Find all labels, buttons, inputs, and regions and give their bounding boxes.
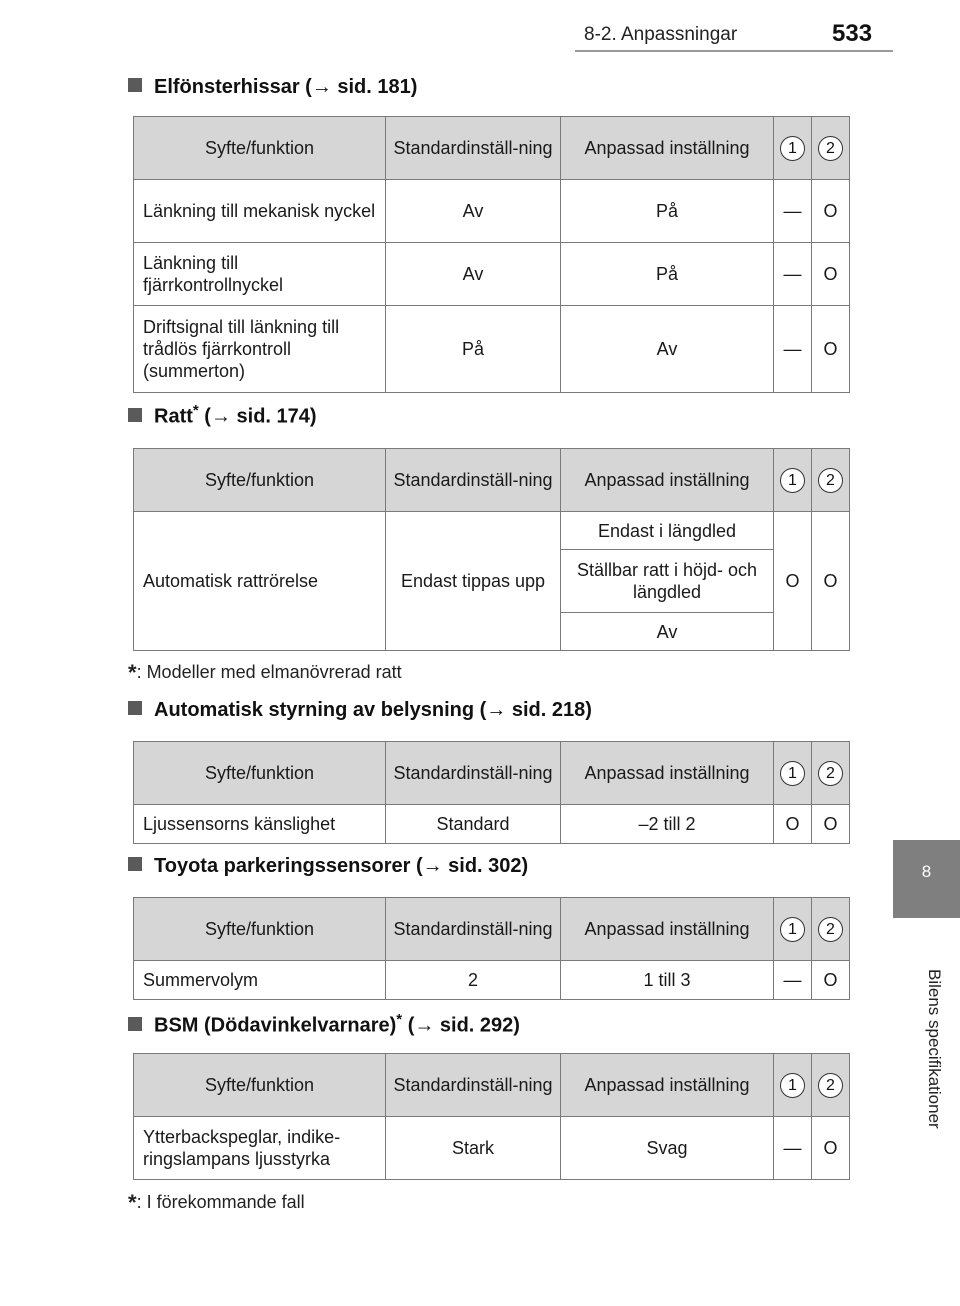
cell-c2: O bbox=[812, 180, 850, 243]
table-header-row bbox=[134, 117, 850, 180]
cell-custom: 1 till 3 bbox=[561, 961, 774, 1000]
col-num-1 bbox=[774, 1054, 812, 1117]
cell-custom: Av bbox=[561, 306, 774, 393]
col-default: Standardinställ-ning bbox=[386, 449, 561, 512]
col-default: Standardinställ-ning bbox=[386, 117, 561, 180]
cell-custom: På bbox=[561, 180, 774, 243]
cell-purpose: Ytterbackspeglar, indike-ringslampans ljusstyrka bbox=[134, 1117, 386, 1180]
col-num-1 bbox=[774, 742, 812, 805]
col-num-1 bbox=[774, 449, 812, 512]
power-windows-table bbox=[133, 116, 850, 393]
col-purpose: Syfte/funktion bbox=[134, 898, 386, 961]
circled-2-icon: 2 bbox=[818, 136, 843, 161]
cell-default: Endast tippas upp bbox=[386, 512, 561, 651]
section-title-parking-sensors: Toyota parkeringssensorer (→ sid. 302) bbox=[128, 855, 528, 878]
table-header-row bbox=[134, 742, 850, 805]
circled-1-icon: 1 bbox=[780, 136, 805, 161]
cell-default: Av bbox=[386, 180, 561, 243]
circled-2-icon: 2 bbox=[818, 468, 843, 493]
steering-wheel-table bbox=[133, 448, 850, 651]
cell-purpose: Automatisk rattrörelse bbox=[134, 512, 386, 651]
col-custom: Anpassad inställning bbox=[561, 117, 774, 180]
footnote-bsm: *: I förekommande fall bbox=[128, 1190, 305, 1215]
auto-lighting-table bbox=[133, 741, 850, 844]
col-num-1 bbox=[774, 117, 812, 180]
circled-2-icon: 2 bbox=[818, 917, 843, 942]
cell-default: Standard bbox=[386, 805, 561, 844]
col-custom: Anpassad inställning bbox=[561, 898, 774, 961]
col-num-2 bbox=[812, 117, 850, 180]
col-custom: Anpassad inställning bbox=[561, 742, 774, 805]
cell-c1: — bbox=[774, 180, 812, 243]
cell-custom-option: Ställbar ratt i höjd- och längdled bbox=[561, 550, 774, 613]
col-purpose: Syfte/funktion bbox=[134, 117, 386, 180]
table-header-row bbox=[134, 898, 850, 961]
parking-sensors-table bbox=[133, 897, 850, 1000]
bsm-table bbox=[133, 1053, 850, 1180]
col-num-1 bbox=[774, 898, 812, 961]
circled-2-icon: 2 bbox=[818, 761, 843, 786]
cell-c1: — bbox=[774, 961, 812, 1000]
bullet-square-icon bbox=[128, 857, 142, 871]
cell-c2: O bbox=[812, 306, 850, 393]
cell-c2: O bbox=[812, 512, 850, 651]
cell-c1: — bbox=[774, 243, 812, 306]
col-default: Standardinställ-ning bbox=[386, 1054, 561, 1117]
cell-default: Stark bbox=[386, 1117, 561, 1180]
circled-1-icon: 1 bbox=[780, 1073, 805, 1098]
section-header: 8-2. Anpassningar bbox=[584, 24, 738, 45]
cell-purpose: Länkning till mekanisk nyckel bbox=[134, 180, 386, 243]
cell-c2: O bbox=[812, 1117, 850, 1180]
col-default: Standardinställ-ning bbox=[386, 898, 561, 961]
cell-purpose: Ljussensorns känslighet bbox=[134, 805, 386, 844]
table-row bbox=[134, 243, 850, 306]
circled-1-icon: 1 bbox=[780, 917, 805, 942]
cell-c1: — bbox=[774, 306, 812, 393]
cell-custom: Svag bbox=[561, 1117, 774, 1180]
cell-purpose: Länkning till fjärrkontrollnyckel bbox=[134, 243, 386, 306]
table-row bbox=[134, 512, 850, 550]
col-default: Standardinställ-ning bbox=[386, 742, 561, 805]
col-custom: Anpassad inställning bbox=[561, 1054, 774, 1117]
section-title-power-windows: Elfönsterhissar (→ sid. 181) bbox=[128, 76, 417, 99]
cell-purpose: Summervolym bbox=[134, 961, 386, 1000]
page-number: 533 bbox=[832, 20, 873, 47]
cell-c2: O bbox=[812, 961, 850, 1000]
circled-1-icon: 1 bbox=[780, 468, 805, 493]
col-purpose: Syfte/funktion bbox=[134, 1054, 386, 1117]
col-purpose: Syfte/funktion bbox=[134, 742, 386, 805]
table-row bbox=[134, 961, 850, 1000]
table-header-row bbox=[134, 449, 850, 512]
cell-c1: — bbox=[774, 1117, 812, 1180]
cell-default: 2 bbox=[386, 961, 561, 1000]
cell-c1: O bbox=[774, 805, 812, 844]
col-custom: Anpassad inställning bbox=[561, 449, 774, 512]
cell-custom: På bbox=[561, 243, 774, 306]
cell-c1: O bbox=[774, 512, 812, 651]
circled-2-icon: 2 bbox=[818, 1073, 843, 1098]
col-num-2 bbox=[812, 449, 850, 512]
cell-c2: O bbox=[812, 805, 850, 844]
header-divider bbox=[575, 50, 893, 52]
cell-default: På bbox=[386, 306, 561, 393]
bullet-square-icon bbox=[128, 78, 142, 92]
bullet-square-icon bbox=[128, 1017, 142, 1031]
chapter-tab: 8 bbox=[893, 840, 960, 918]
footnote-steering: *: Modeller med elmanövrerad ratt bbox=[128, 660, 402, 685]
cell-purpose: Driftsignal till länkning till trådlös fjärrkontroll (summerton) bbox=[134, 306, 386, 393]
cell-default: Av bbox=[386, 243, 561, 306]
col-num-2 bbox=[812, 742, 850, 805]
cell-custom-option: Endast i längdled bbox=[561, 512, 774, 550]
bullet-square-icon bbox=[128, 408, 142, 422]
bullet-square-icon bbox=[128, 701, 142, 715]
section-title-steering-wheel: Ratt* (→ sid. 174) bbox=[128, 402, 317, 429]
col-purpose: Syfte/funktion bbox=[134, 449, 386, 512]
col-num-2 bbox=[812, 898, 850, 961]
table-row bbox=[134, 180, 850, 243]
cell-c2: O bbox=[812, 243, 850, 306]
circled-1-icon: 1 bbox=[780, 761, 805, 786]
section-title-auto-lighting: Automatisk styrning av belysning (→ sid. 218) bbox=[128, 699, 592, 722]
table-row bbox=[134, 306, 850, 393]
table-header-row bbox=[134, 1054, 850, 1117]
table-row bbox=[134, 805, 850, 844]
cell-custom: –2 till 2 bbox=[561, 805, 774, 844]
col-num-2 bbox=[812, 1054, 850, 1117]
table-row bbox=[134, 1117, 850, 1180]
chapter-title: Bilens specifikationer bbox=[925, 969, 944, 1129]
section-title-bsm: BSM (Dödavinkelvarnare)* (→ sid. 292) bbox=[128, 1011, 520, 1038]
cell-custom-option: Av bbox=[561, 613, 774, 651]
